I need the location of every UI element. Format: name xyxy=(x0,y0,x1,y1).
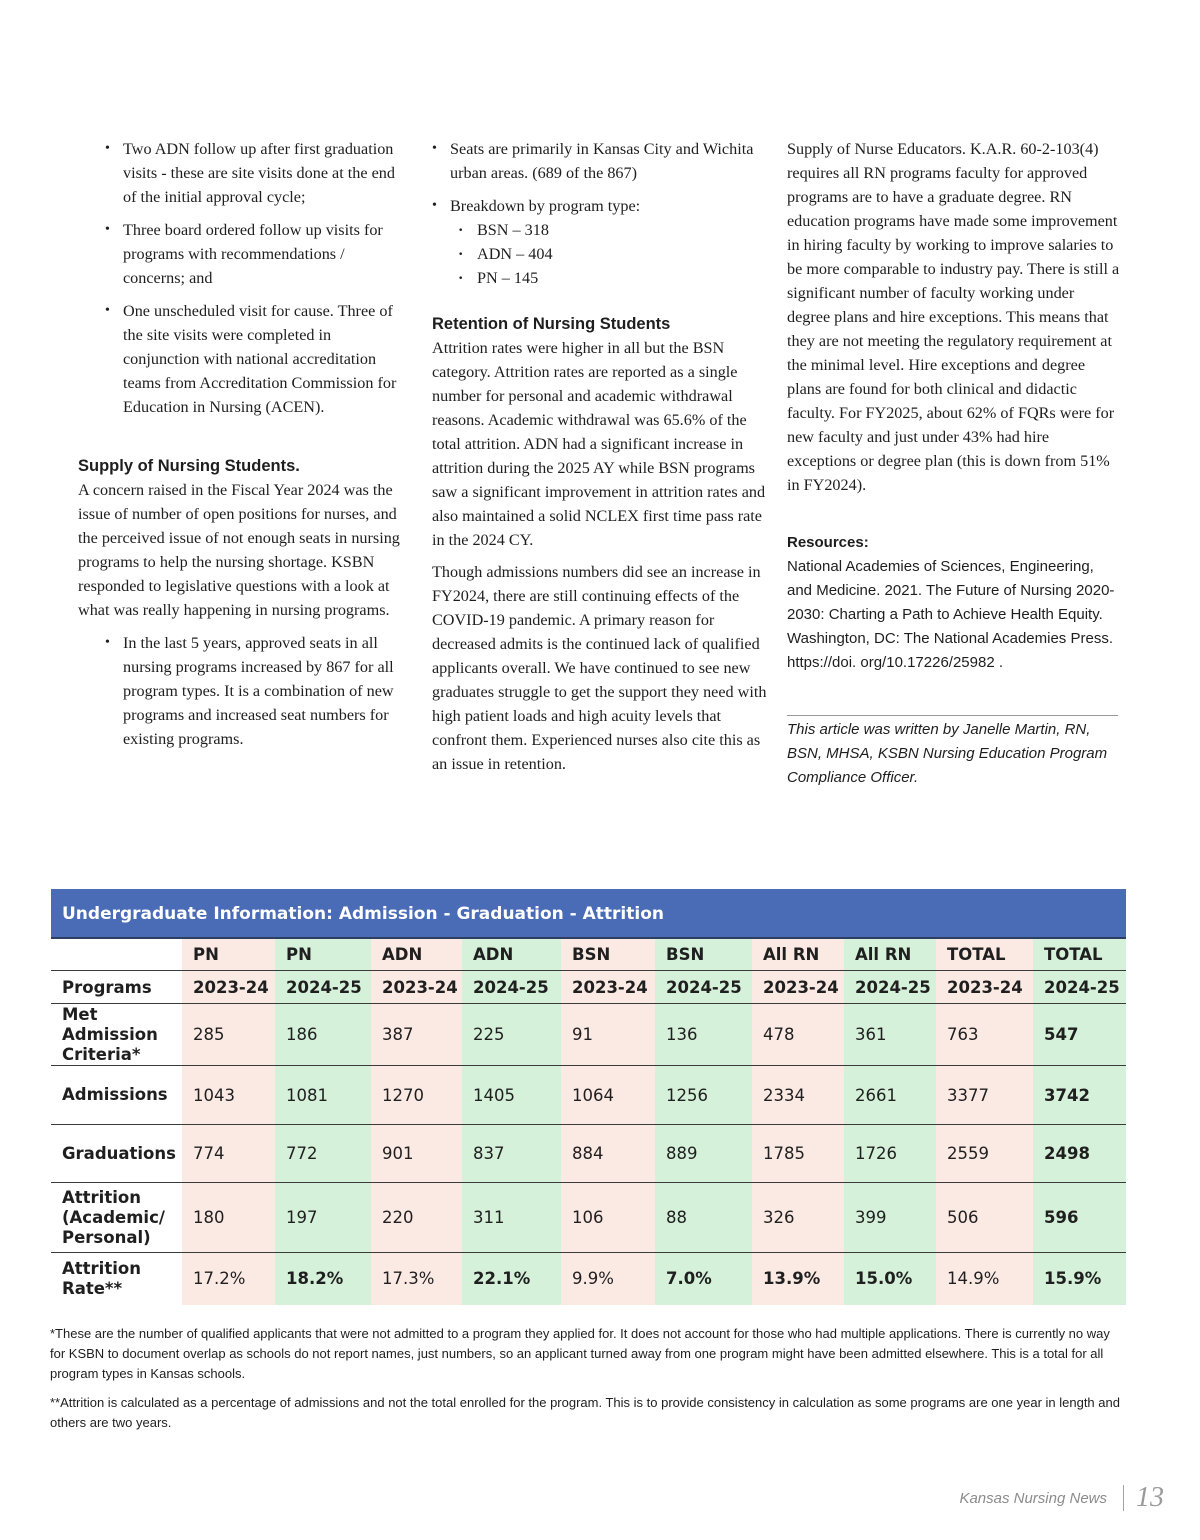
page-number: 13 xyxy=(1136,1482,1164,1513)
table-row xyxy=(51,1253,1126,1305)
table-cell: 225 xyxy=(462,1004,561,1066)
table-header-cell: All RN xyxy=(752,939,844,971)
list-item: · PN – 145 xyxy=(405,266,768,290)
table-cell: 285 xyxy=(182,1004,275,1066)
list-item: • Seats are primarily in Kansas City and Wichita urban areas. (689 of the 867) xyxy=(405,137,768,185)
table-cell: 91 xyxy=(561,1004,655,1066)
footer-divider xyxy=(1123,1485,1124,1511)
supply-students-heading: Supply of Nursing Students. xyxy=(78,457,300,475)
table-cell: 399 xyxy=(844,1183,936,1253)
table-header-cell: 2024-25 xyxy=(655,971,752,1004)
retention-heading: Retention of Nursing Students xyxy=(432,315,671,333)
table-header-cell: PN xyxy=(275,939,371,971)
row-label: Attrition Rate** xyxy=(51,1253,182,1305)
byline-divider xyxy=(787,715,1118,716)
table-header-cell: TOTAL xyxy=(936,939,1033,971)
table-cell: 2334 xyxy=(752,1066,844,1125)
table-cell: 1043 xyxy=(182,1066,275,1125)
table-cell: 220 xyxy=(371,1183,462,1253)
table-row xyxy=(51,1004,1126,1066)
page-footer xyxy=(959,1480,1164,1516)
table-cell: 3742 xyxy=(1033,1066,1126,1125)
table-cell: 547 xyxy=(1033,1004,1126,1066)
list-item: · BSN – 318 xyxy=(405,218,768,242)
table-header-cell: ADN xyxy=(371,939,462,971)
table-cell: 1726 xyxy=(844,1125,936,1183)
list-item: • Two ADN follow up after first graduation visits - these are site visits done at the end of the initial approval cycle; xyxy=(78,137,408,209)
table-cell: 506 xyxy=(936,1183,1033,1253)
table-cell: 106 xyxy=(561,1183,655,1253)
table-cell: 596 xyxy=(1033,1183,1126,1253)
row-label: Admissions xyxy=(51,1066,182,1125)
table-cell: 180 xyxy=(182,1183,275,1253)
table-header-cell: 2023-24 xyxy=(936,971,1033,1004)
table-header-year-row xyxy=(51,971,1126,1004)
site-visit-list xyxy=(78,137,408,419)
row-label: Graduations xyxy=(51,1125,182,1183)
table-cell: 17.3% xyxy=(371,1253,462,1305)
table-header-cell: 2024-25 xyxy=(844,971,936,1004)
resources-heading: Resources: xyxy=(787,534,869,551)
table-header-cell: Programs xyxy=(51,971,182,1004)
list-item: · ADN – 404 xyxy=(405,242,768,266)
table-cell: 774 xyxy=(182,1125,275,1183)
table-cell: 2559 xyxy=(936,1125,1033,1183)
table-cell: 884 xyxy=(561,1125,655,1183)
table-cell: 1270 xyxy=(371,1066,462,1125)
table-cell: 1785 xyxy=(752,1125,844,1183)
table-cell: 18.2% xyxy=(275,1253,371,1305)
table-row xyxy=(51,1183,1126,1253)
list-item xyxy=(405,194,768,290)
table-cell: 311 xyxy=(462,1183,561,1253)
list-item: • Three board ordered follow up visits for programs with recommendations / concerns; and xyxy=(78,218,408,290)
data-table xyxy=(51,939,1126,1305)
table-cell: 3377 xyxy=(936,1066,1033,1125)
table-header-cell: 2023-24 xyxy=(371,971,462,1004)
list-item: • In the last 5 years, approved seats in all nursing programs increased by 867 for all program types. It is a combination of new programs and increased seat numbers for existing programs. xyxy=(78,631,408,751)
table-cell: 361 xyxy=(844,1004,936,1066)
table-cell: 763 xyxy=(936,1004,1033,1066)
column-1 xyxy=(78,137,408,760)
table-cell: 2661 xyxy=(844,1066,936,1125)
table-cell: 1405 xyxy=(462,1066,561,1125)
row-label: Attrition (Academic/ Personal) xyxy=(51,1183,182,1253)
table-header-cell: 2024-25 xyxy=(1033,971,1126,1004)
table-cell: 889 xyxy=(655,1125,752,1183)
table-header-cell: BSN xyxy=(561,939,655,971)
educators-paragraph: Supply of Nurse Educators. K.A.R. 60-2-103(4) requires all RN programs faculty for approved programs are to have a graduate degree. RN education programs have made some improvement in hiring faculty by working to improve salaries to be more comparable to industry pay. There is still a significant number of faculty working under degree plans and hire exceptions. This means that they are not meeting the regulatory requirement at the minimal level. Hire exceptions and degree plans are found for both clinical and didactic faculty. For FY2025, about 62% of FQRs were for new faculty and just under 43% had hire exceptions or degree plan (this is down from 51% in FY2024). xyxy=(787,140,1120,494)
table-header-group-row xyxy=(51,939,1126,971)
table-cell: 7.0% xyxy=(655,1253,752,1305)
table-cell: 837 xyxy=(462,1125,561,1183)
table-header-cell: All RN xyxy=(844,939,936,971)
table-row xyxy=(51,1125,1126,1183)
column-2 xyxy=(432,137,768,776)
table-cell: 17.2% xyxy=(182,1253,275,1305)
seats-detail-list xyxy=(405,137,768,290)
table-cell: 478 xyxy=(752,1004,844,1066)
table-cell: 1081 xyxy=(275,1066,371,1125)
table-header-cell: 2023-24 xyxy=(752,971,844,1004)
table-header-cell: 2024-25 xyxy=(462,971,561,1004)
table-cell: 14.9% xyxy=(936,1253,1033,1305)
retention-paragraph-2: Though admissions numbers did see an increase in FY2024, there are still continuing effects of the COVID-19 pandemic. A primary reason for decreased admits is the continued lack of qualified applicants overall. We have continued to see new graduates struggle to get the support they need with high patient loads and high acuity levels that confront them. Experienced nurses also cite this as an issue in retention. xyxy=(432,563,767,773)
footnote-2: **Attrition is calculated as a percentage of admissions and not the total enrolled for the program. This is to provide consistency in calculation as some programs are one year in length and others are two years. xyxy=(50,1395,1120,1430)
table-header-cell: PN xyxy=(182,939,275,971)
table-header-cell: ADN xyxy=(462,939,561,971)
retention-paragraph-1: Attrition rates were higher in all but the BSN category. Attrition rates are reported as a single number for personal and academic withdrawal reasons. Academic withdrawal was 65.6% of the total attrition. ADN had a significant increase in attrition during the 2025 AY while BSN programs saw a significant improvement in attrition rates and also maintained a solid NCLEX first time pass rate in the 2024 CY. xyxy=(432,339,766,549)
table-header-cell: 2023-24 xyxy=(561,971,655,1004)
table-cell: 387 xyxy=(371,1004,462,1066)
undergraduate-table xyxy=(51,889,1126,1305)
table-cell: 197 xyxy=(275,1183,371,1253)
breakdown-list xyxy=(405,218,768,290)
publication-name: Kansas Nursing News xyxy=(959,1489,1107,1507)
table-cell: 1064 xyxy=(561,1066,655,1125)
table-cell: 88 xyxy=(655,1183,752,1253)
footnote-1: *These are the number of qualified applicants that were not admitted to a program they applied for. It does not account for those who had multiple applications. There is currently no way for KSBN to document overlap as schools do not report names, just numbers, so an applicant turned away from one program might have been admitted elsewhere. This is a total for all program types in Kansas schools. xyxy=(50,1326,1110,1381)
table-cell: 2498 xyxy=(1033,1125,1126,1183)
table-row xyxy=(51,1066,1126,1125)
table-header-cell: TOTAL xyxy=(1033,939,1126,971)
supply-students-paragraph: A concern raised in the Fiscal Year 2024 was the issue of number of open positions for nurses, and the perceived issue of not enough seats in nursing programs to help the nursing shortage. KSBN responded to legislative questions with a look at what was really happening in nursing programs. xyxy=(78,481,400,619)
table-cell: 9.9% xyxy=(561,1253,655,1305)
row-label: Met Admission Criteria* xyxy=(51,1004,182,1066)
resources-citation: National Academies of Sciences, Engineering, and Medicine. 2021. The Future of Nursing 2020-2030: Charting a Path to Achieve Health Equity. Washington, DC: The National Academies Press. https://doi. org/10.17226/25982 . xyxy=(787,558,1115,671)
table-title: Undergraduate Information: Admission - Graduation - Attrition xyxy=(51,889,1126,939)
table-cell: 326 xyxy=(752,1183,844,1253)
table-cell: 15.0% xyxy=(844,1253,936,1305)
table-header-cell: BSN xyxy=(655,939,752,971)
table-header-cell xyxy=(51,939,182,971)
table-header-cell: 2023-24 xyxy=(182,971,275,1004)
table-header-cell: 2024-25 xyxy=(275,971,371,1004)
table-cell: 15.9% xyxy=(1033,1253,1126,1305)
table-cell: 13.9% xyxy=(752,1253,844,1305)
table-cell: 772 xyxy=(275,1125,371,1183)
breakdown-label: Breakdown by program type: xyxy=(450,197,641,215)
table-cell: 22.1% xyxy=(462,1253,561,1305)
list-item: • One unscheduled visit for cause. Three of the site visits were completed in conjunction with national accreditation teams from Accreditation Commission for Education in Nursing (ACEN). xyxy=(78,299,408,419)
table-cell: 1256 xyxy=(655,1066,752,1125)
table-cell: 186 xyxy=(275,1004,371,1066)
author-byline: This article was written by Janelle Martin, RN, BSN, MHSA, KSBN Nursing Education Program Compliance Officer. xyxy=(787,721,1108,786)
table-cell: 901 xyxy=(371,1125,462,1183)
table-cell: 136 xyxy=(655,1004,752,1066)
seats-list xyxy=(78,631,408,751)
column-3 xyxy=(787,137,1121,790)
